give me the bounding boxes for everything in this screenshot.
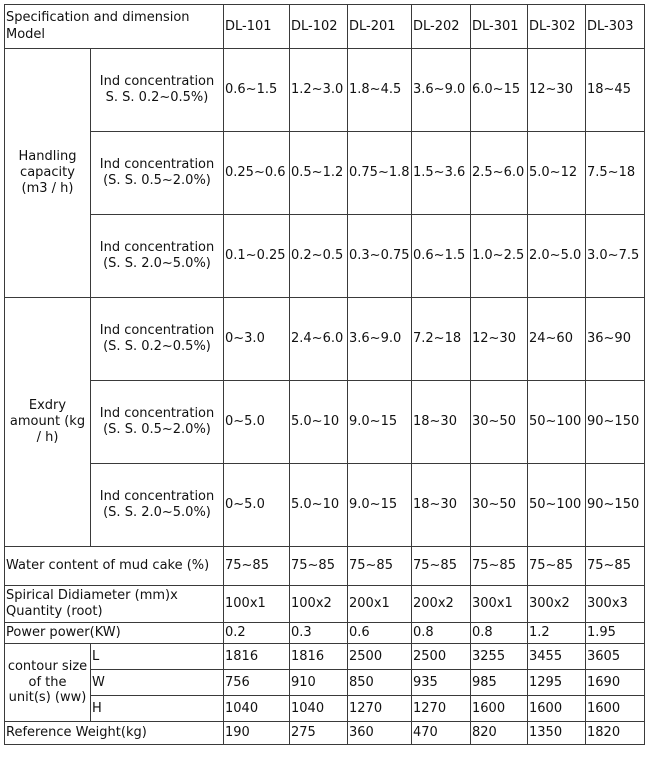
value-cell: 3605 [586,644,645,670]
value-cell: 75~85 [586,547,645,586]
value-cell: 90~150 [586,464,645,547]
value-cell: 7.5~18 [586,132,645,215]
value-cell: 2.5~6.0 [471,132,528,215]
power-label: Power power(KW) [5,623,224,644]
value-cell: 5.0~10 [290,381,348,464]
spiral-row [5,586,645,623]
value-cell: 75~85 [412,547,471,586]
value-cell: 200x2 [412,586,471,623]
value-cell: 1690 [586,670,645,696]
value-cell: 200x1 [348,586,412,623]
value-cell: 1.8~4.5 [348,49,412,132]
power-row [5,623,645,644]
value-cell: 3.6~9.0 [348,298,412,381]
contour-row [5,644,645,670]
contour-row [5,696,645,722]
value-cell: 24~60 [528,298,586,381]
value-cell: 30~50 [471,464,528,547]
value-cell: 985 [471,670,528,696]
table-row [5,49,645,132]
table-row [5,215,645,298]
value-cell: 0~5.0 [224,464,290,547]
value-cell: 90~150 [586,381,645,464]
value-cell: 0.6~1.5 [224,49,290,132]
value-cell: 2500 [412,644,471,670]
value-cell: 2500 [348,644,412,670]
model-header: DL-303 [586,5,645,49]
value-cell: 18~45 [586,49,645,132]
value-cell: 1816 [290,644,348,670]
model-header: DL-201 [348,5,412,49]
header-row [5,5,645,49]
value-cell: 820 [471,722,528,745]
value-cell: 275 [290,722,348,745]
value-cell: 470 [412,722,471,745]
value-cell: 3.0~7.5 [586,215,645,298]
value-cell: 0.5~1.2 [290,132,348,215]
value-cell: 300x3 [586,586,645,623]
value-cell: 1040 [224,696,290,722]
value-cell: 5.0~12 [528,132,586,215]
value-cell: 1295 [528,670,586,696]
weight-label: Reference Weight(kg) [5,722,224,745]
header-label-spec: Specification and dimension [6,10,190,26]
value-cell: 1600 [586,696,645,722]
value-cell: 0.8 [471,623,528,644]
condition-label: Ind concentration (S. S. 0.2~0.5%) [91,298,224,381]
value-cell: 300x1 [471,586,528,623]
water-content-label: Water content of mud cake (%) [5,547,224,586]
value-cell: 3455 [528,644,586,670]
water-content-row [5,547,645,586]
value-cell: 0.75~1.8 [348,132,412,215]
contour-dimension: W [91,670,224,696]
value-cell: 30~50 [471,381,528,464]
value-cell: 36~90 [586,298,645,381]
value-cell: 5.0~10 [290,464,348,547]
table-row [5,464,645,547]
contour-label: contour size of the unit(s) (ww) [5,644,91,722]
value-cell: 360 [348,722,412,745]
value-cell: 9.0~15 [348,381,412,464]
model-header: DL-101 [224,5,290,49]
value-cell: 0.25~0.6 [224,132,290,215]
weight-row [5,722,645,745]
value-cell: 1.2 [528,623,586,644]
value-cell: 0~3.0 [224,298,290,381]
value-cell: 2.0~5.0 [528,215,586,298]
value-cell: 1600 [528,696,586,722]
value-cell: 935 [412,670,471,696]
value-cell: 1270 [412,696,471,722]
group-label: Handling capacity (m3 / h) [5,49,91,298]
value-cell: 50~100 [528,464,586,547]
value-cell: 9.0~15 [348,464,412,547]
value-cell: 1040 [290,696,348,722]
value-cell: 1350 [528,722,586,745]
value-cell: 3.6~9.0 [412,49,471,132]
group-label: Exdry amount (kg / h) [5,298,91,547]
value-cell: 0.2~0.5 [290,215,348,298]
model-header: DL-301 [471,5,528,49]
value-cell: 0.8 [412,623,471,644]
value-cell: 1.5~3.6 [412,132,471,215]
value-cell: 1816 [224,644,290,670]
model-header: DL-202 [412,5,471,49]
value-cell: 0.3 [290,623,348,644]
value-cell: 12~30 [471,298,528,381]
value-cell: 3255 [471,644,528,670]
condition-label: Ind concentration (S. S. 2.0~5.0%) [91,464,224,547]
value-cell: 2.4~6.0 [290,298,348,381]
value-cell: 0~5.0 [224,381,290,464]
value-cell: 1.95 [586,623,645,644]
specification-table [4,4,645,745]
value-cell: 6.0~15 [471,49,528,132]
table-row [5,381,645,464]
value-cell: 100x1 [224,586,290,623]
value-cell: 75~85 [471,547,528,586]
value-cell: 0.3~0.75 [348,215,412,298]
value-cell: 1820 [586,722,645,745]
header-label [5,5,224,49]
table-row [5,132,645,215]
value-cell: 75~85 [224,547,290,586]
condition-label: Ind concentration (S. S. 0.5~2.0%) [91,132,224,215]
value-cell: 75~85 [290,547,348,586]
value-cell: 910 [290,670,348,696]
value-cell: 7.2~18 [412,298,471,381]
condition-label: Ind concentration S. S. 0.2~0.5%) [91,49,224,132]
condition-label: Ind concentration (S. S. 2.0~5.0%) [91,215,224,298]
value-cell: 18~30 [412,464,471,547]
value-cell: 1270 [348,696,412,722]
value-cell: 18~30 [412,381,471,464]
value-cell: 1.2~3.0 [290,49,348,132]
contour-dimension: L [91,644,224,670]
spiral-label: Spirical Didiameter (mm)x Quantity (root) [5,586,224,623]
value-cell: 0.6~1.5 [412,215,471,298]
value-cell: 0.1~0.25 [224,215,290,298]
value-cell: 756 [224,670,290,696]
value-cell: 850 [348,670,412,696]
value-cell: 0.6 [348,623,412,644]
model-header: DL-302 [528,5,586,49]
value-cell: 0.2 [224,623,290,644]
value-cell: 300x2 [528,586,586,623]
value-cell: 1600 [471,696,528,722]
value-cell: 75~85 [348,547,412,586]
contour-row [5,670,645,696]
value-cell: 50~100 [528,381,586,464]
value-cell: 100x2 [290,586,348,623]
value-cell: 75~85 [528,547,586,586]
table-row [5,298,645,381]
header-label-model: Model [6,26,46,42]
value-cell: 1.0~2.5 [471,215,528,298]
contour-dimension: H [91,696,224,722]
value-cell: 12~30 [528,49,586,132]
value-cell: 190 [224,722,290,745]
condition-label: Ind concentration (S. S. 0.5~2.0%) [91,381,224,464]
model-header: DL-102 [290,5,348,49]
